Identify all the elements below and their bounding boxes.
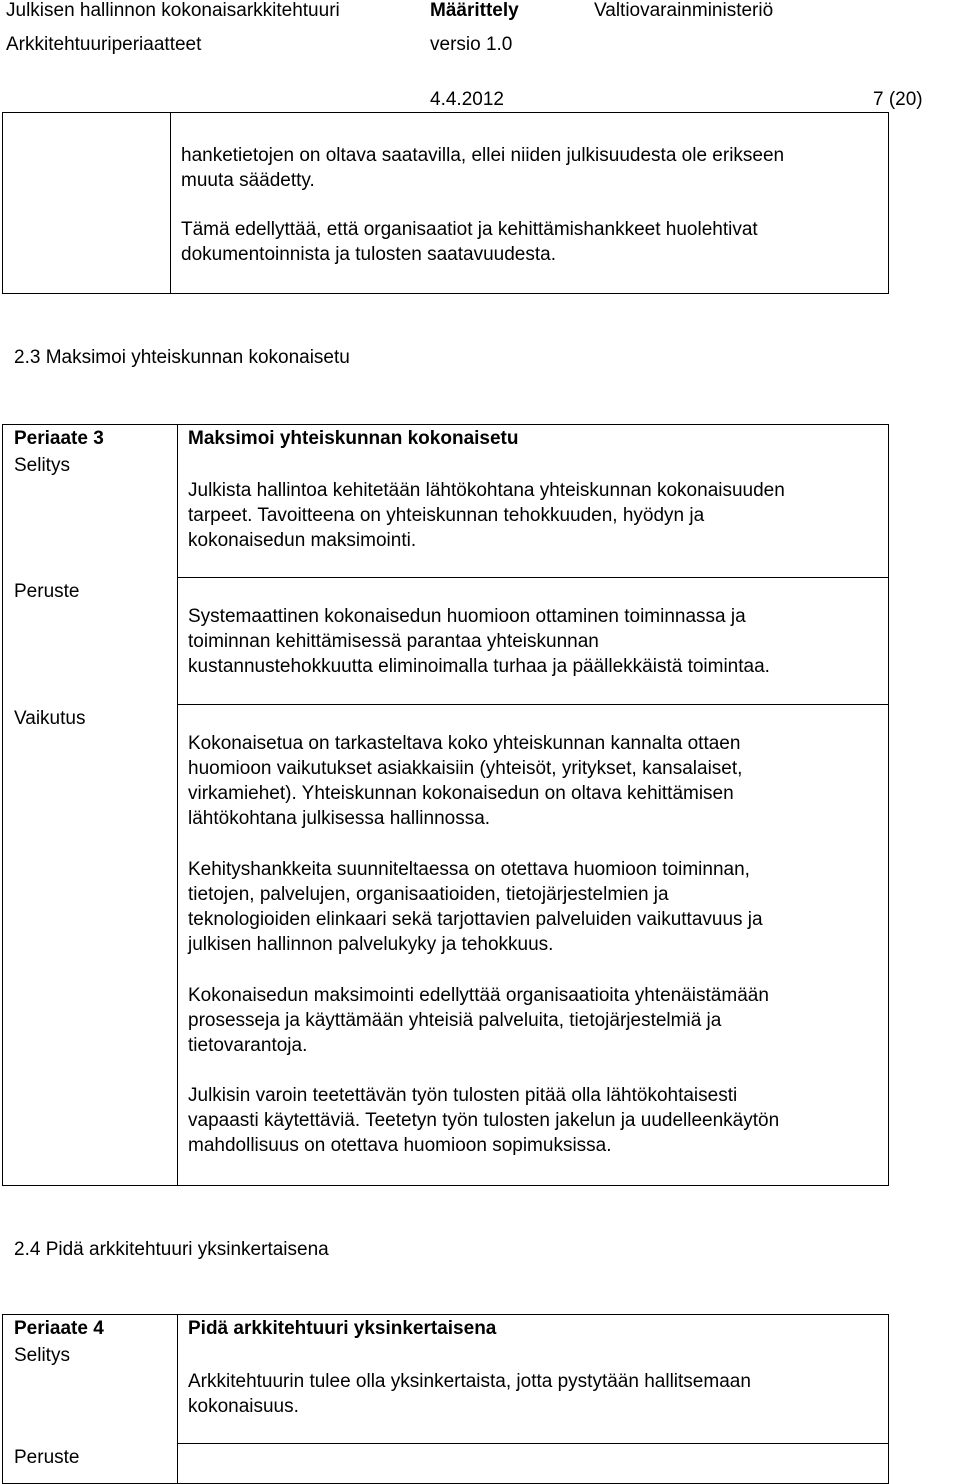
page-number: 7 (20) xyxy=(873,89,923,110)
text-line: lähtökohtana julkisessa hallinnossa. xyxy=(188,808,491,829)
rationale-label: Peruste xyxy=(14,581,80,602)
text-line: prosesseja ja käyttämään yhteisiä palveluita, tietojärjestelmiä ja xyxy=(188,1010,722,1031)
text-line: huomioon vaikutukset asiakkaisiin (yhteisöt, yritykset, kansalaiset, xyxy=(188,758,743,779)
table-row-divider xyxy=(177,577,889,578)
document-title: Julkisen hallinnon kokonaisarkkitehtuuri xyxy=(6,0,340,21)
table-column-divider xyxy=(177,1314,178,1484)
text-line: Kokonaisedun maksimointi edellyttää organisaatioita yhtenäistämään xyxy=(188,985,769,1006)
text-line: mahdollisuus on otettava huomioon sopimuksissa. xyxy=(188,1135,612,1156)
text-line: virkamiehet). Yhteiskunnan kokonaisedun on oltava kehittämisen xyxy=(188,783,734,804)
text-line: toiminnan kehittämisessä parantaa yhteiskunnan xyxy=(188,631,599,652)
text-line: Kokonaisetua on tarkasteltava koko yhteiskunnan kannalta ottaen xyxy=(188,733,741,754)
text-line: teknologioiden elinkaari sekä tarjottavien palveluiden vaikuttavuus ja xyxy=(188,909,763,930)
text-line: Arkkitehtuurin tulee olla yksinkertaista, jotta pystytään hallitsemaan xyxy=(188,1371,751,1392)
impact-paragraph-1 xyxy=(188,731,742,831)
table-row-divider xyxy=(177,704,889,705)
section-heading: 2.3 Maksimoi yhteiskunnan kokonaisetu xyxy=(14,347,350,368)
text-line: julkisen hallinnon palvelukyky ja tehokkuus. xyxy=(188,934,554,955)
explanation-text xyxy=(188,478,785,553)
text-line: kustannustehokkuutta eliminoimalla turhaa ja päällekkäistä toimintaa. xyxy=(188,656,770,677)
principle-label: Periaate 3 xyxy=(14,428,104,449)
document-status: Määrittely xyxy=(430,0,519,21)
document-version: versio 1.0 xyxy=(430,34,513,55)
impact-paragraph-2 xyxy=(188,857,763,957)
text-line: Systemaattinen kokonaisedun huomioon ottaminen toiminnassa ja xyxy=(188,606,746,627)
organization-name: Valtiovarainministeriö xyxy=(594,0,774,21)
document-subtitle: Arkkitehtuuriperiaatteet xyxy=(6,34,202,55)
text-line: Julkista hallintoa kehitetään lähtökohtana yhteiskunnan kokonaisuuden xyxy=(188,480,785,501)
principle-title: Pidä arkkitehtuuri yksinkertaisena xyxy=(188,1318,497,1339)
explanation-label: Selitys xyxy=(14,1345,70,1366)
principle-label: Periaate 4 xyxy=(14,1318,104,1339)
impact-label: Vaikutus xyxy=(14,708,86,729)
text-line: dokumentoinnista ja tulosten saatavuudesta. xyxy=(181,244,556,265)
continued-paragraph-1 xyxy=(181,143,784,193)
section-heading: 2.4 Pidä arkkitehtuuri yksinkertaisena xyxy=(14,1239,329,1260)
continued-paragraph-2 xyxy=(181,217,758,267)
rationale-label: Peruste xyxy=(14,1447,80,1468)
text-line: kokonaisedun maksimointi. xyxy=(188,530,417,551)
explanation-label: Selitys xyxy=(14,455,70,476)
principle-title: Maksimoi yhteiskunnan kokonaisetu xyxy=(188,428,519,449)
text-line: tietojen, palvelujen, organisaatioiden, tietojärjestelmien ja xyxy=(188,884,669,905)
text-line: kokonaisuus. xyxy=(188,1396,299,1417)
text-line: Kehityshankkeita suunniteltaessa on otettava huomioon toiminnan, xyxy=(188,859,750,880)
document-date: 4.4.2012 xyxy=(430,89,504,110)
explanation-text xyxy=(188,1369,751,1419)
text-line: hanketietojen on oltava saatavilla, ellei niiden julkisuudesta ole erikseen xyxy=(181,145,785,166)
continued-table-divider xyxy=(170,112,171,294)
impact-paragraph-3 xyxy=(188,983,769,1058)
impact-paragraph-4 xyxy=(188,1083,779,1158)
rationale-text xyxy=(188,604,770,679)
text-line: Tämä edellyttää, että organisaatiot ja kehittämishankkeet huolehtivat xyxy=(181,219,758,240)
text-line: tietovarantoja. xyxy=(188,1035,308,1056)
table-column-divider xyxy=(177,424,178,1186)
text-line: vapaasti käytettäviä. Teetetyn työn tulosten jakelun ja uudelleenkäytön xyxy=(188,1110,780,1131)
table-row-divider xyxy=(177,1443,889,1444)
text-line: Julkisin varoin teetettävän työn tulosten pitää olla lähtökohtaisesti xyxy=(188,1085,738,1106)
text-line: muuta säädetty. xyxy=(181,170,315,191)
text-line: tarpeet. Tavoitteena on yhteiskunnan tehokkuuden, hyödyn ja xyxy=(188,505,705,526)
